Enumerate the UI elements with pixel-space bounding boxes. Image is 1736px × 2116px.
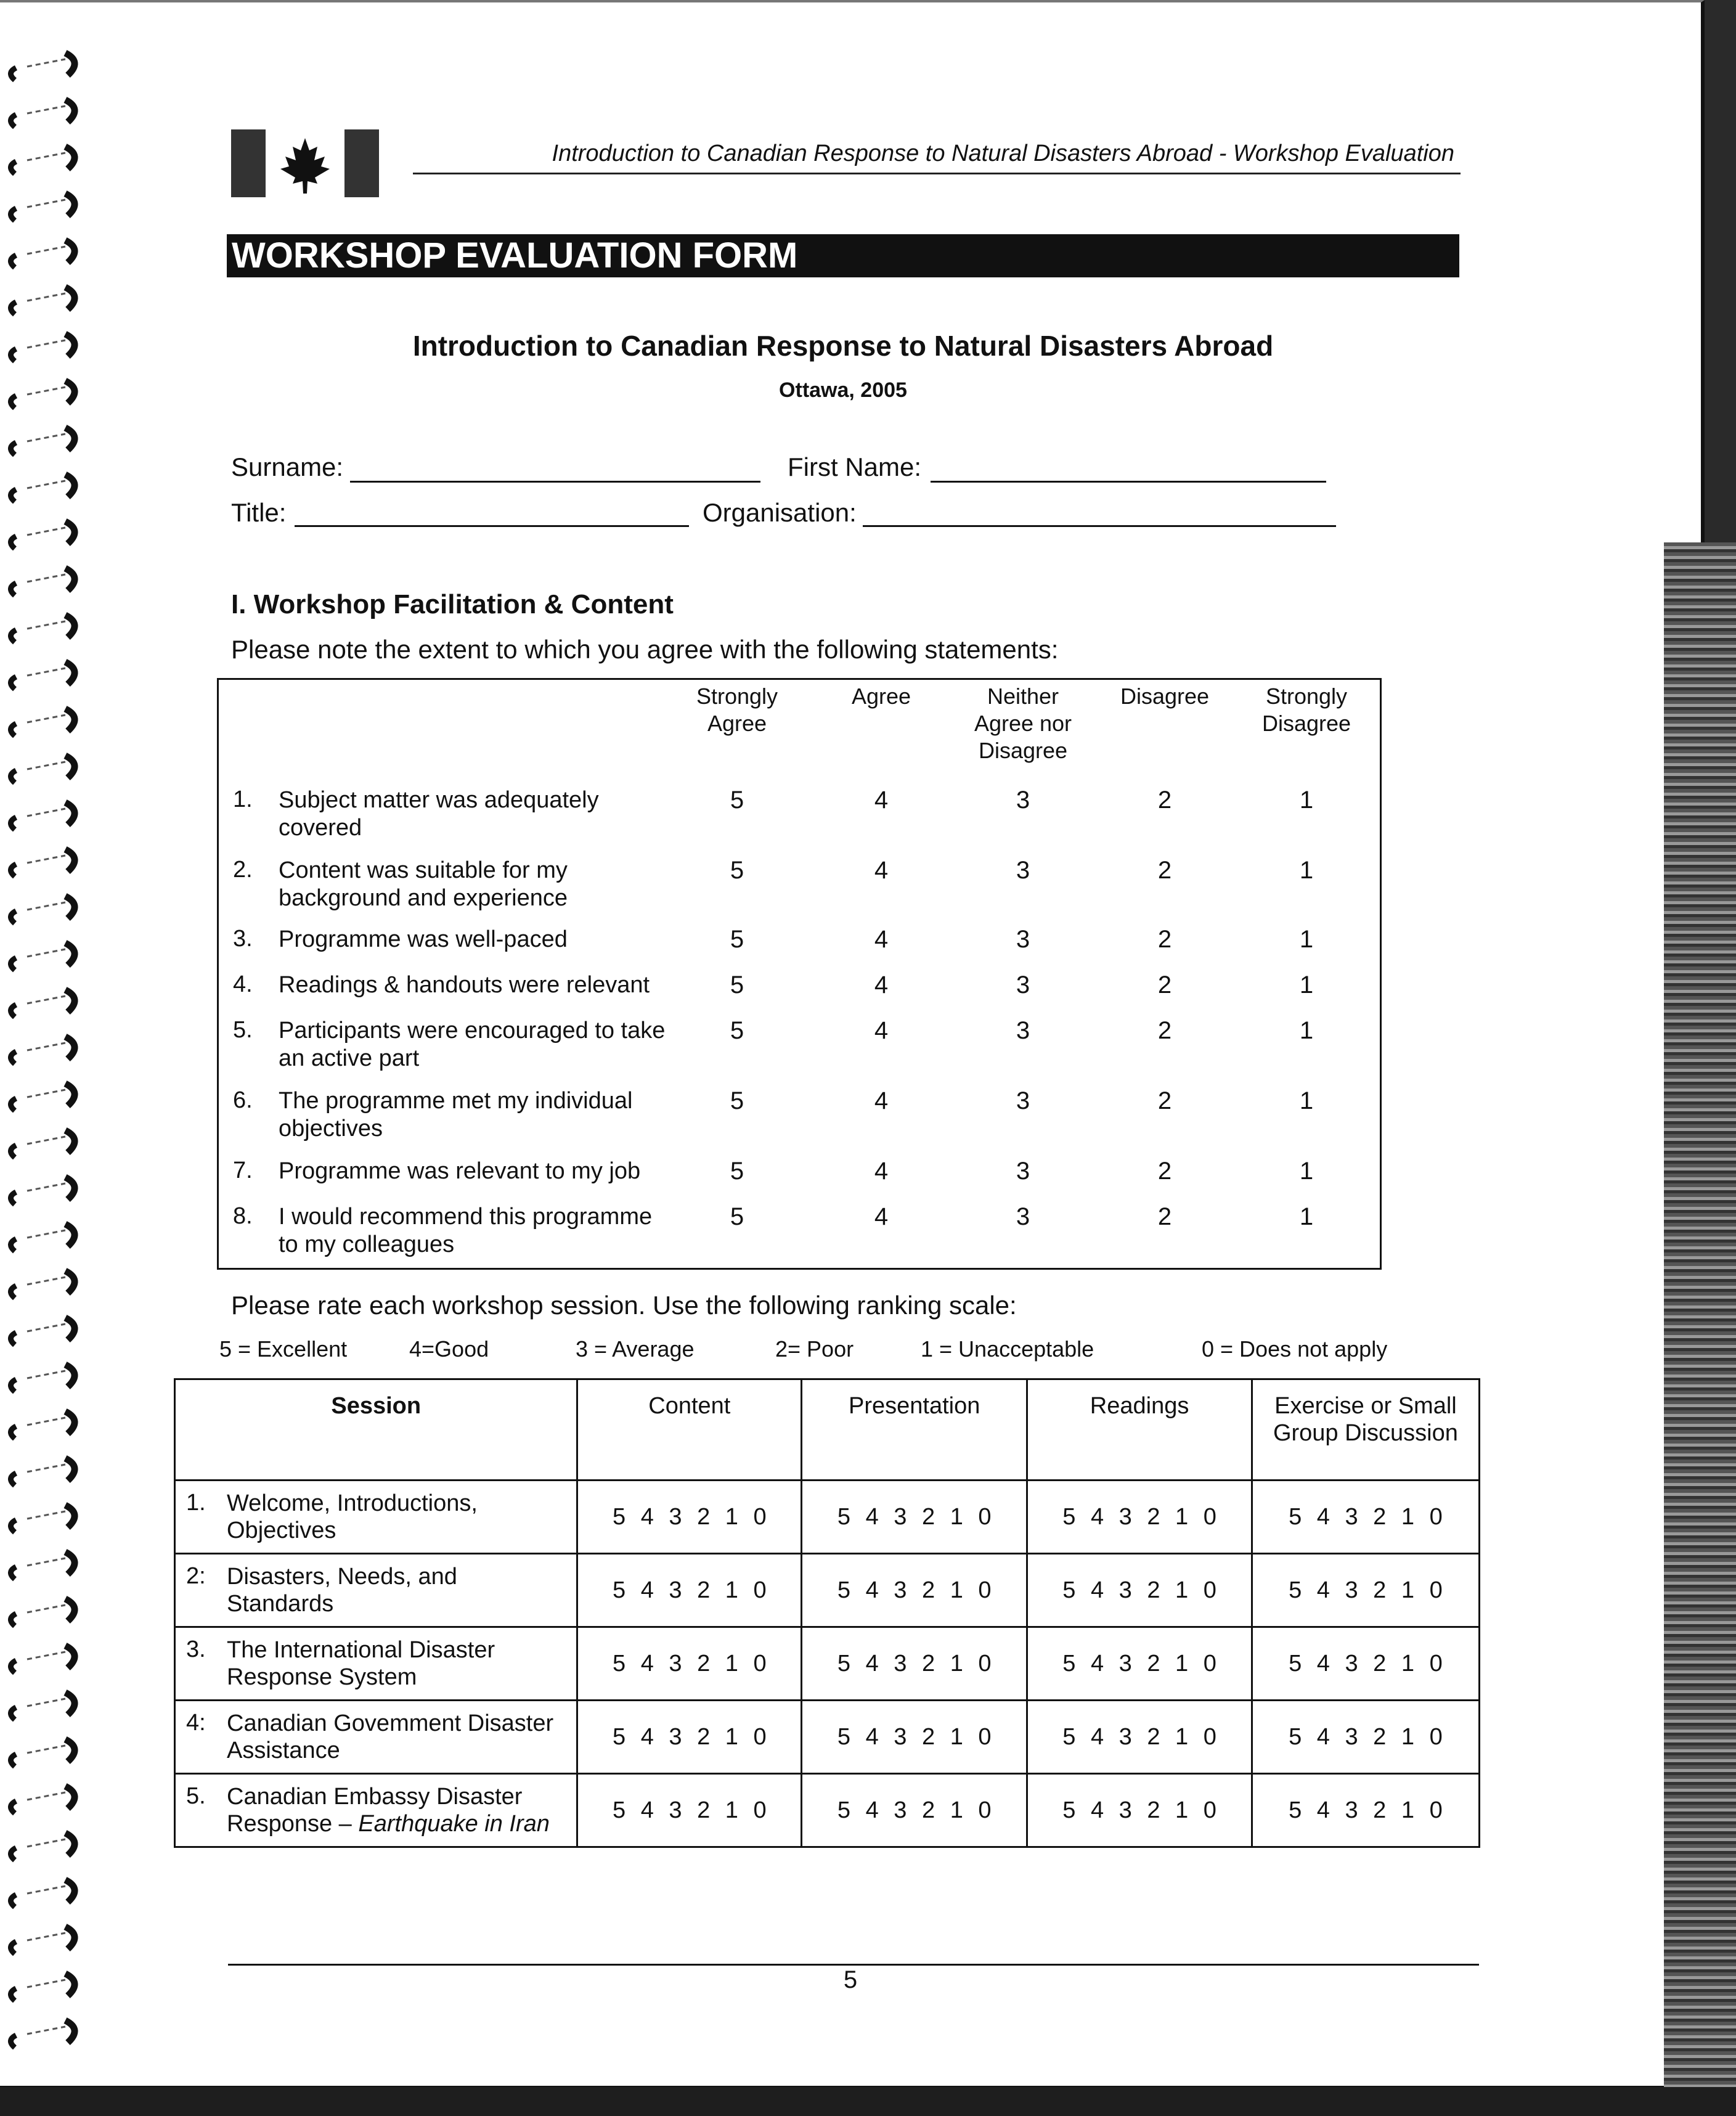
score-option[interactable]: 1 <box>1299 786 1314 814</box>
score-option[interactable]: 4 <box>874 1203 889 1230</box>
session-rating-options[interactable]: 5 4 3 2 1 0 <box>1252 1481 1479 1554</box>
scale-legend-item: 2= Poor <box>775 1336 854 1362</box>
session-rating-options[interactable]: 5 4 3 2 1 0 <box>577 1554 802 1627</box>
score-option[interactable]: 5 <box>730 1158 744 1185</box>
agreement-column-header: Strongly Agree <box>696 684 778 736</box>
session-rating-options[interactable]: 5 4 3 2 1 0 <box>1027 1554 1252 1627</box>
statement-number: 6. <box>233 1087 253 1113</box>
session-column-header: Session <box>175 1379 577 1481</box>
agreement-instruction: Please note the extent to which you agree with the following statements: <box>231 635 1059 664</box>
score-option[interactable]: 3 <box>1016 1017 1030 1044</box>
score-option[interactable]: 1 <box>1299 857 1314 884</box>
session-number: 1. <box>186 1490 206 1516</box>
statement-text: The programme met my individual objectives <box>279 1088 633 1142</box>
agreement-column-header: Strongly Disagree <box>1261 684 1351 736</box>
organisation-label: Organisation: <box>703 498 857 527</box>
score-option[interactable]: 4 <box>874 1087 889 1114</box>
section-heading: I. Workshop Facilitation & Content <box>231 589 674 619</box>
score-option[interactable]: 1 <box>1299 926 1314 953</box>
session-rating-options[interactable]: 5 4 3 2 1 0 <box>577 1627 802 1701</box>
session-rating-options[interactable]: 5 4 3 2 1 0 <box>1252 1554 1479 1627</box>
statement-text: Programme was relevant to my job <box>279 1158 641 1184</box>
statement-number: 4. <box>233 971 253 997</box>
score-option[interactable]: 5 <box>730 786 744 814</box>
bottom-shadow <box>0 2087 1736 2116</box>
session-label: The International Disaster Response System <box>227 1637 495 1690</box>
session-number: 4: <box>186 1710 206 1736</box>
session-rating-options[interactable]: 5 4 3 2 1 0 <box>577 1701 802 1774</box>
score-option[interactable]: 2 <box>1157 971 1172 999</box>
session-rating-options[interactable]: 5 4 3 2 1 0 <box>802 1701 1027 1774</box>
session-number: 5. <box>186 1783 206 1809</box>
page-number: 5 <box>843 1966 858 1993</box>
statement-text: Subject matter was adequately covered <box>279 787 599 841</box>
session-label-cell <box>175 1701 577 1774</box>
session-row <box>175 1481 1480 1554</box>
score-option[interactable]: 2 <box>1157 1203 1172 1230</box>
score-option[interactable]: 4 <box>874 971 889 999</box>
statement-number: 7. <box>233 1158 253 1183</box>
surname-field[interactable] <box>350 481 760 483</box>
scale-legend-item: 3 = Average <box>576 1336 695 1362</box>
score-option[interactable]: 2 <box>1157 1017 1172 1044</box>
score-option[interactable]: 1 <box>1299 971 1314 999</box>
score-option[interactable]: 5 <box>730 1203 744 1230</box>
session-rating-options[interactable]: 5 4 3 2 1 0 <box>1252 1627 1479 1701</box>
first-name-label: First Name: <box>788 452 922 481</box>
session-label-italic: Earthquake in Iran <box>358 1811 550 1837</box>
session-label-cell <box>175 1774 577 1847</box>
score-option[interactable]: 2 <box>1157 786 1172 814</box>
session-column-header: Presentation <box>802 1379 1027 1481</box>
session-label-cell <box>175 1481 577 1554</box>
title-field[interactable] <box>295 525 689 527</box>
score-option[interactable]: 4 <box>874 1017 889 1044</box>
session-rating-options[interactable]: 5 4 3 2 1 0 <box>1252 1701 1479 1774</box>
score-option[interactable]: 2 <box>1157 1087 1172 1114</box>
statement-number: 3. <box>233 926 253 952</box>
session-rating-options[interactable]: 5 4 3 2 1 0 <box>577 1481 802 1554</box>
statement-text: Readings & handouts were relevant <box>279 972 650 998</box>
score-option[interactable]: 1 <box>1299 1203 1314 1230</box>
session-row <box>175 1701 1480 1774</box>
binding-shadow <box>1664 542 1736 2116</box>
session-rating-table <box>174 1378 1480 1848</box>
session-row <box>175 1627 1480 1701</box>
score-option[interactable]: 4 <box>874 1158 889 1185</box>
score-option[interactable]: 3 <box>1016 786 1030 814</box>
score-option[interactable]: 1 <box>1299 1158 1314 1185</box>
session-rating-options[interactable]: 5 4 3 2 1 0 <box>802 1481 1027 1554</box>
session-label-cell <box>175 1627 577 1701</box>
first-name-field[interactable] <box>931 481 1326 483</box>
session-column-header: Readings <box>1027 1379 1252 1481</box>
score-option[interactable]: 2 <box>1157 1158 1172 1185</box>
location-date: Ottawa, 2005 <box>779 378 907 402</box>
organisation-field[interactable] <box>863 525 1336 527</box>
agreement-column-header: Neither Agree nor Disagree <box>974 684 1072 763</box>
statement-text: Participants were encouraged to take an active part <box>279 1018 666 1071</box>
score-option[interactable]: 3 <box>1016 1087 1030 1114</box>
session-rating-options[interactable]: 5 4 3 2 1 0 <box>1027 1701 1252 1774</box>
workshop-title: Introduction to Canadian Response to Natural Disasters Abroad <box>412 330 1274 362</box>
statement-text: Content was suitable for my background and experience <box>279 857 568 911</box>
session-rating-options[interactable]: 5 4 3 2 1 0 <box>577 1774 802 1847</box>
scale-legend-item: 1 = Unacceptable <box>921 1336 1094 1362</box>
session-label: Canadian Govemment Disaster Assistance <box>227 1710 554 1763</box>
surname-label: Surname: <box>231 452 344 481</box>
title-label: Title: <box>231 498 287 527</box>
score-option[interactable]: 3 <box>1016 1158 1030 1185</box>
session-rating-options[interactable]: 5 4 3 2 1 0 <box>1027 1627 1252 1701</box>
form-banner: WORKSHOP EVALUATION FORM <box>227 234 1459 277</box>
header-rule <box>413 173 1461 174</box>
score-option[interactable]: 1 <box>1299 1087 1314 1114</box>
session-rating-options[interactable]: 5 4 3 2 1 0 <box>802 1627 1027 1701</box>
session-column-header: Content <box>577 1379 802 1481</box>
statement-text: I would recommend this programme to my colleagues <box>279 1204 653 1257</box>
canada-flag-icon <box>231 129 379 197</box>
score-option[interactable]: 5 <box>730 857 744 884</box>
rating-instruction: Please rate each workshop session. Use the following ranking scale: <box>231 1291 1017 1320</box>
session-rating-options[interactable]: 5 4 3 2 1 0 <box>1027 1481 1252 1554</box>
statement-number: 1. <box>233 786 253 812</box>
score-option[interactable]: 1 <box>1299 1017 1314 1044</box>
agreement-column-header: Agree <box>851 684 911 709</box>
score-option[interactable]: 4 <box>874 857 889 884</box>
spiral-binding <box>4 37 84 2071</box>
score-option[interactable]: 3 <box>1016 857 1030 884</box>
score-option[interactable]: 2 <box>1157 926 1172 953</box>
score-option[interactable]: 5 <box>730 971 744 999</box>
statement-number: 2. <box>233 857 253 883</box>
score-option[interactable]: 4 <box>874 926 889 953</box>
score-option[interactable]: 2 <box>1157 857 1172 884</box>
statement-number: 8. <box>233 1203 253 1229</box>
session-row <box>175 1774 1480 1847</box>
score-option[interactable]: 4 <box>874 786 889 814</box>
running-header: Introduction to Canadian Response to Natural Disasters Abroad - Workshop Evaluation <box>552 141 1454 166</box>
session-label: Disasters, Needs, and Standards <box>227 1564 457 1617</box>
session-label-cell <box>175 1554 577 1627</box>
session-rating-options[interactable]: 5 4 3 2 1 0 <box>802 1774 1027 1847</box>
statement-text: Programme was well-paced <box>279 926 568 952</box>
score-option[interactable]: 3 <box>1016 926 1030 953</box>
statement-number: 5. <box>233 1017 253 1043</box>
session-rating-options[interactable]: 5 4 3 2 1 0 <box>802 1554 1027 1627</box>
session-label: Welcome, Introductions, Objectives <box>227 1490 478 1543</box>
scale-legend-item: 4=Good <box>409 1336 489 1362</box>
session-column-header: Exercise or Small Group Discussion <box>1252 1379 1479 1481</box>
session-number: 2: <box>186 1563 206 1589</box>
session-number: 3. <box>186 1636 206 1662</box>
scale-legend-item: 0 = Does not apply <box>1202 1336 1388 1362</box>
footer-rule <box>228 1964 1479 1966</box>
score-option[interactable]: 3 <box>1016 971 1030 999</box>
score-option[interactable]: 5 <box>730 1087 744 1114</box>
session-row <box>175 1554 1480 1627</box>
scale-legend-item: 5 = Excellent <box>219 1336 348 1362</box>
agreement-column-header: Disagree <box>1120 684 1210 709</box>
session-rating-options[interactable]: 5 4 3 2 1 0 <box>1252 1774 1479 1847</box>
session-label: Canadian Embassy Disaster Response – Earthquake in Iran <box>227 1784 550 1837</box>
score-option[interactable]: 5 <box>730 1017 744 1044</box>
score-option[interactable]: 3 <box>1016 1203 1030 1230</box>
session-rating-options[interactable]: 5 4 3 2 1 0 <box>1027 1774 1252 1847</box>
score-option[interactable]: 5 <box>730 926 744 953</box>
